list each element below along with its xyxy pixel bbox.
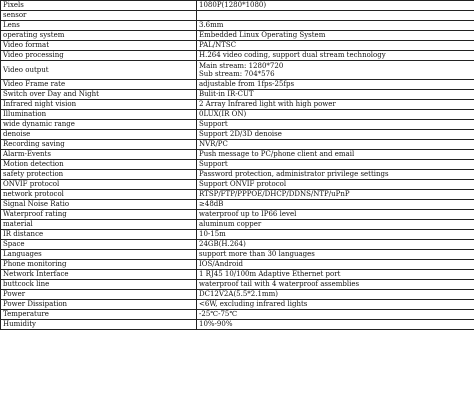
spec-label: buttcock line [1, 280, 197, 290]
table-row [1, 270, 474, 280]
spec-value: Password protection, administrator privilege settings [197, 170, 474, 180]
spec-value: 10%-90% [197, 320, 474, 330]
spec-value [197, 11, 474, 21]
spec-value: NVR/PC [197, 140, 474, 150]
spec-label: Video processing [1, 51, 197, 61]
spec-label: Infrared night vision [1, 100, 197, 110]
table-row [1, 180, 474, 190]
spec-value: RTSP/FTP/PPPOE/DHCP/DDNS/NTP/uPnP [197, 190, 474, 200]
spec-label: ONVIF protocol [1, 180, 197, 190]
spec-label: Humidity [1, 320, 197, 330]
spec-label: Recording saving [1, 140, 197, 150]
spec-label: Space [1, 240, 197, 250]
table-row [1, 150, 474, 160]
table-row [1, 220, 474, 230]
table-row [1, 120, 474, 130]
table-row [1, 61, 474, 80]
table-row [1, 110, 474, 120]
spec-label: Signal Noise Ratio [1, 200, 197, 210]
spec-label: Switch over Day and Night [1, 90, 197, 100]
spec-label: Power [1, 290, 197, 300]
table-row [1, 260, 474, 270]
spec-value: <6W, excluding infrared lights [197, 300, 474, 310]
spec-label: Illumination [1, 110, 197, 120]
table-row [1, 190, 474, 200]
spec-value: 3.6mm [197, 21, 474, 31]
table-row [1, 51, 474, 61]
spec-label: IR distance [1, 230, 197, 240]
table-row [1, 250, 474, 260]
spec-value [197, 61, 474, 80]
spec-label: Lens [1, 21, 197, 31]
table-row [1, 290, 474, 300]
table-row [1, 200, 474, 210]
table-row [1, 31, 474, 41]
spec-value: -25℃-75℃ [197, 310, 474, 320]
table-row [1, 11, 474, 21]
spec-value: Bulit-in IR-CUT [197, 90, 474, 100]
table-row [1, 41, 474, 51]
table-row [1, 90, 474, 100]
spec-label: safety protection [1, 170, 197, 180]
spec-value: waterproof tail with 4 waterproof assemblies [197, 280, 474, 290]
table-row [1, 170, 474, 180]
table-row [1, 280, 474, 290]
table-row [1, 210, 474, 220]
spec-value: 0LUX(IR ON) [197, 110, 474, 120]
spec-label: Temperature [1, 310, 197, 320]
spec-value: PAL/NTSC [197, 41, 474, 51]
spec-value: adjustable from 1fps-25fps [197, 80, 474, 90]
spec-label: Video Frame rate [1, 80, 197, 90]
spec-value-line: Sub stream: 704*576 [199, 70, 275, 78]
spec-label: denoise [1, 130, 197, 140]
spec-value: support more than 30 languages [197, 250, 474, 260]
spec-label: sensor [1, 11, 197, 21]
spec-value-line: Main stream: 1280*720 [199, 62, 284, 70]
table-row [1, 230, 474, 240]
spec-value: DC12V2A(5.5*2.1mm) [197, 290, 474, 300]
spec-label: Video output [1, 61, 197, 80]
table-row [1, 21, 474, 31]
spec-value: Support ONVIF protocol [197, 180, 474, 190]
spec-value: 24GB(H.264) [197, 240, 474, 250]
spec-value: Support 2D/3D denoise [197, 130, 474, 140]
spec-label: Alarm-Events [1, 150, 197, 160]
table-row [1, 1, 474, 11]
spec-label: operating system [1, 31, 197, 41]
spec-value: aluminum copper [197, 220, 474, 230]
spec-label: Phone monitoring [1, 260, 197, 270]
spec-value: 2 Array Infrared light with high power [197, 100, 474, 110]
table-row [1, 160, 474, 170]
spec-value: waterproof up to IP66 level [197, 210, 474, 220]
spec-label: Network Interface [1, 270, 197, 280]
table-row [1, 80, 474, 90]
spec-value: 1 RJ45 10/100m Adaptive Ethernet port [197, 270, 474, 280]
spec-value: 1080P(1280*1080) [197, 1, 474, 11]
table-row [1, 320, 474, 330]
table-row [1, 100, 474, 110]
spec-label: Motion detection [1, 160, 197, 170]
spec-label: material [1, 220, 197, 230]
spec-label: wide dynamic range [1, 120, 197, 130]
table-row [1, 310, 474, 320]
spec-value: IOS/Android [197, 260, 474, 270]
table-row [1, 300, 474, 310]
spec-value: ≥48dB [197, 200, 474, 210]
spec-value: Support [197, 160, 474, 170]
spec-value: 10-15m [197, 230, 474, 240]
spec-label: network protocol [1, 190, 197, 200]
spec-label: Pixels [1, 1, 197, 11]
spec-label: Waterproof rating [1, 210, 197, 220]
table-row [1, 130, 474, 140]
spec-value: Support [197, 120, 474, 130]
spec-value: Embedded Linux Operating System [197, 31, 474, 41]
table-row [1, 140, 474, 150]
table-row [1, 240, 474, 250]
spec-value: Push message to PC/phone client and email [197, 150, 474, 160]
spec-label: Languages [1, 250, 197, 260]
spec-value: H.264 video coding, support dual stream technology [197, 51, 474, 61]
spec-label: Video format [1, 41, 197, 51]
spec-label: Power Dissipation [1, 300, 197, 310]
